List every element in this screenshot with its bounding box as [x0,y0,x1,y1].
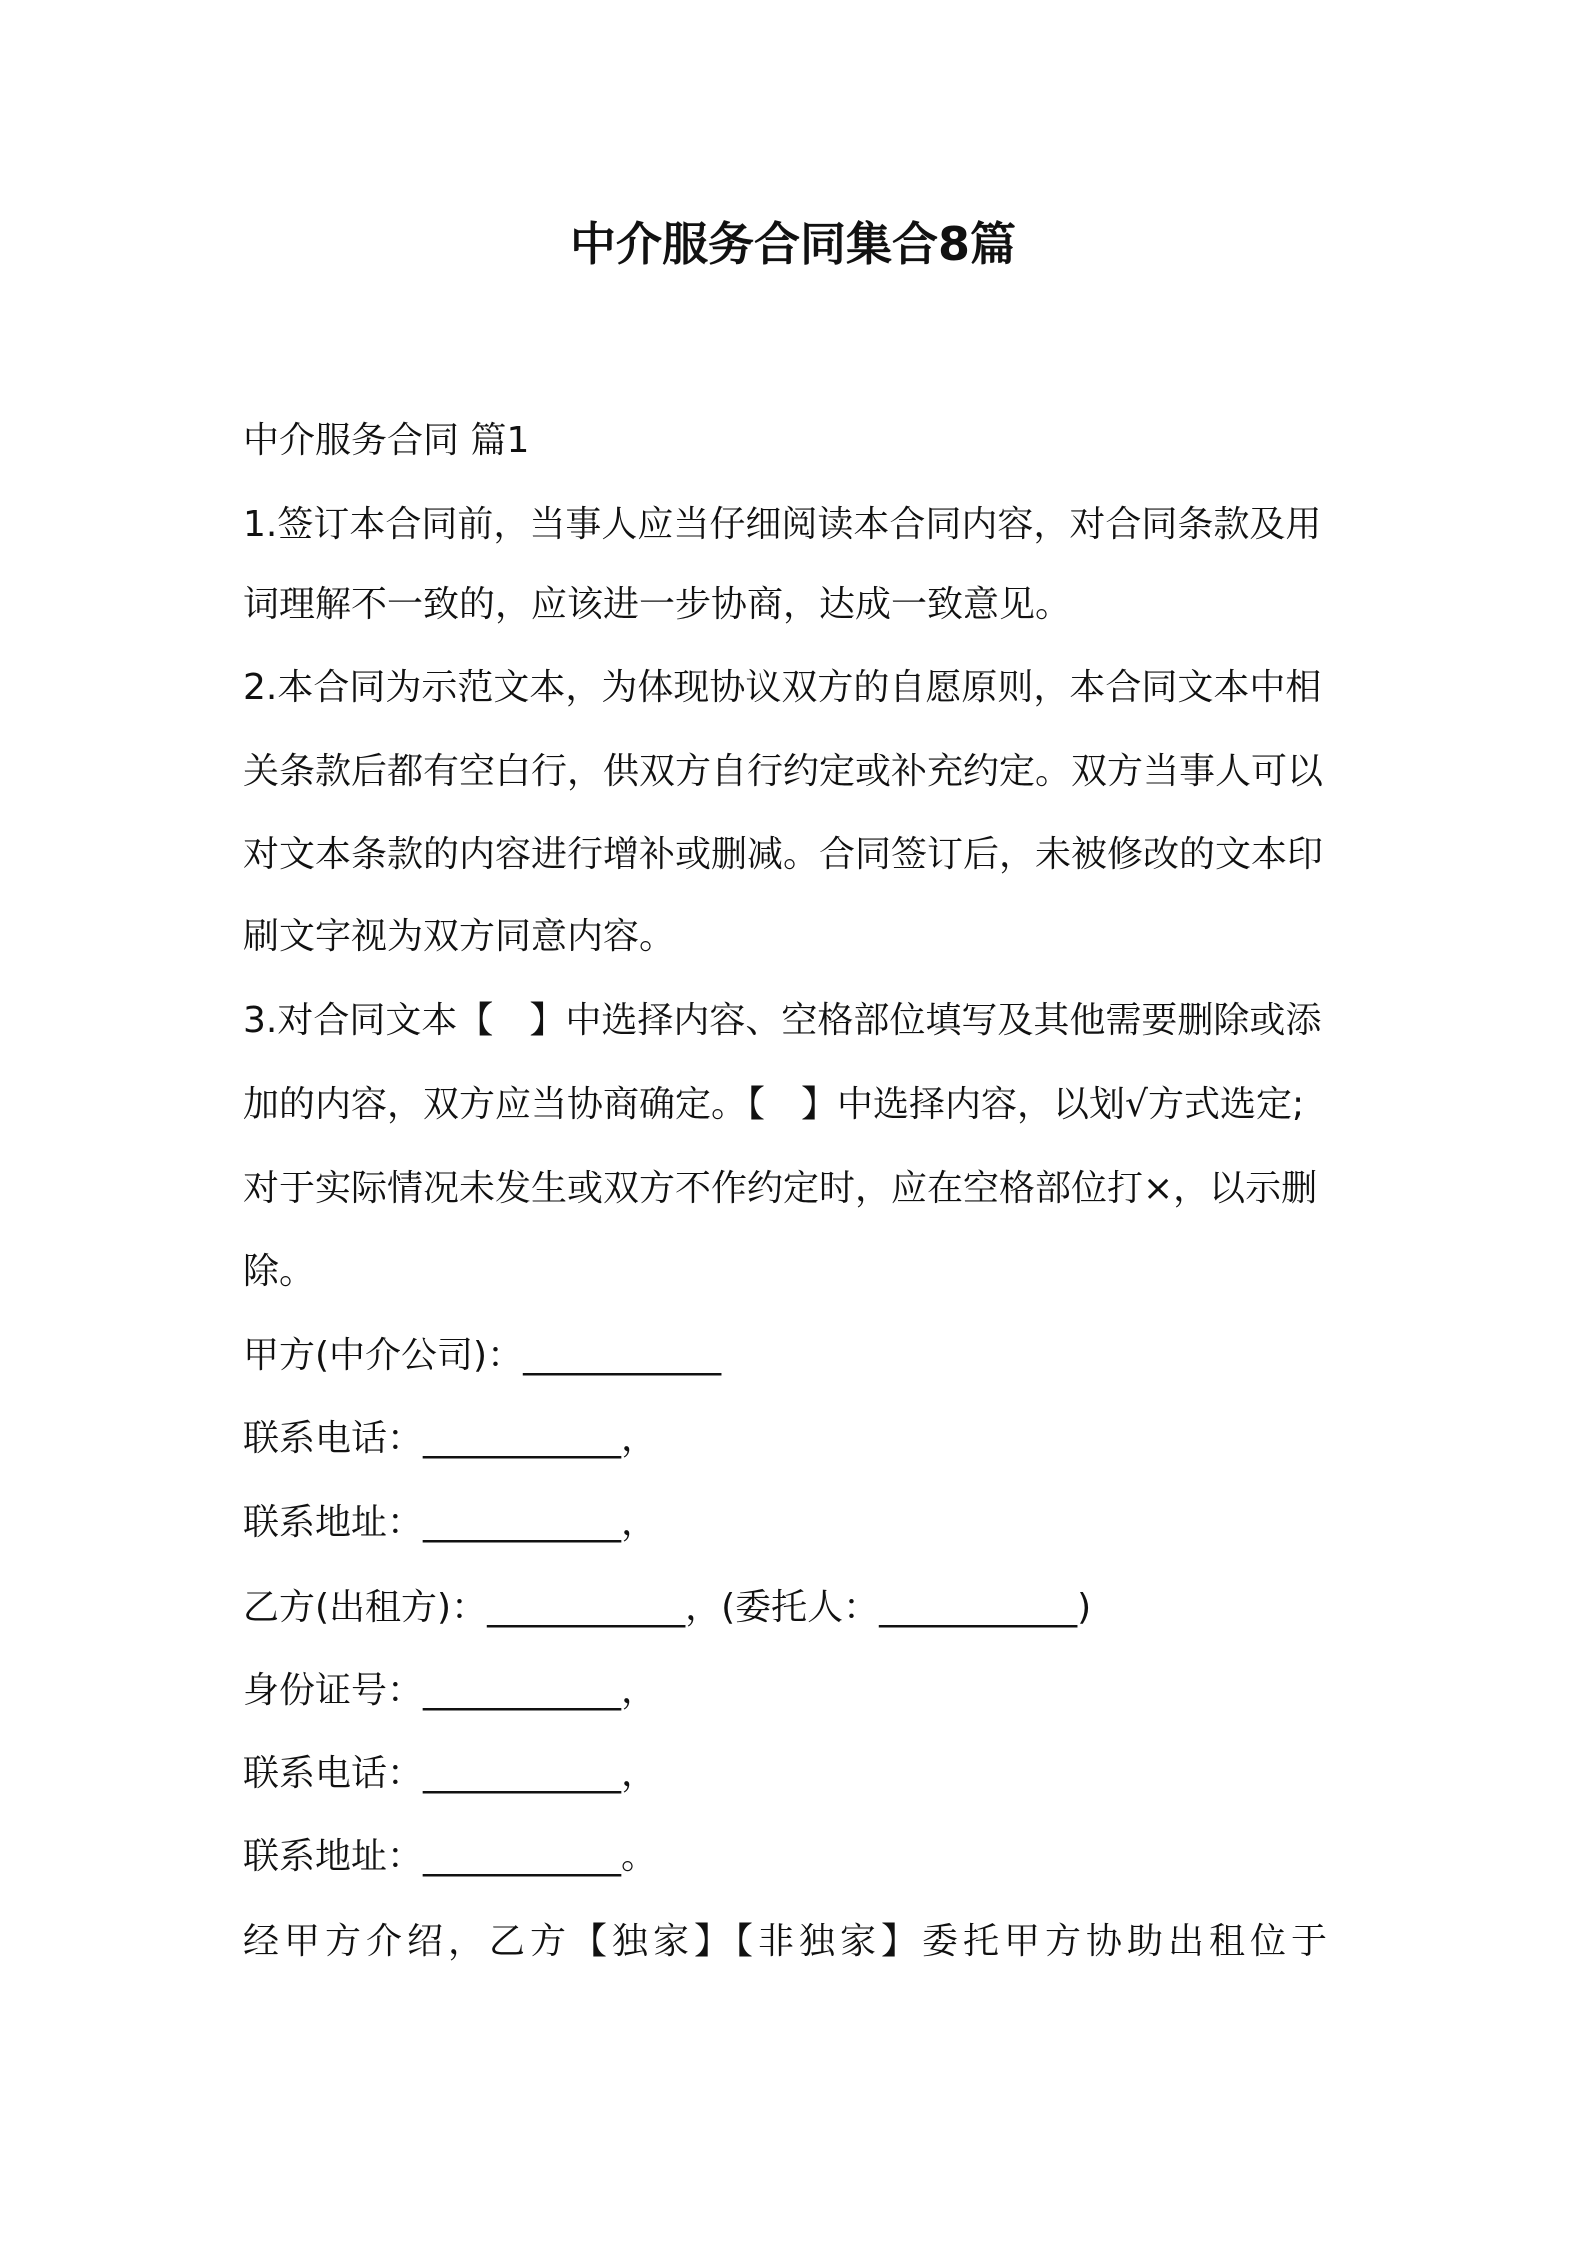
section-heading: 中介服务合同 篇1 [243,420,530,461]
party-a-address-field: 联系地址：___________， [243,1502,658,1543]
paragraph-line: 除。 [243,1251,316,1292]
paragraph-line: 关条款后都有空白行，供双方自行约定或补充约定。双方当事人可以 [243,751,1324,792]
closing-line: 经甲方介绍，乙方【独家】【非独家】委托甲方协助出租位于 [243,1921,1333,1962]
party-b-id-field: 身份证号：___________， [243,1670,658,1711]
party-b-phone-field: 联系电话：___________， [243,1753,658,1794]
party-b-name-field: 乙方(出租方)：___________，(委托人：___________) [243,1587,1092,1628]
party-a-phone-field: 联系电话：___________， [243,1418,658,1459]
paragraph-line: 加的内容，双方应当协商确定。【 】中选择内容，以划√方式选定; [243,1084,1305,1125]
paragraph-line: 词理解不一致的，应该进一步协商，达成一致意见。 [243,584,1072,625]
paragraph-line: 3.对合同文本【 】中选择内容、空格部位填写及其他需要删除或添 [243,1000,1322,1041]
document-title: 中介服务合同集合8篇 [569,217,1016,271]
party-a-name-field: 甲方(中介公司)：___________ [243,1335,722,1376]
paragraph-line: 对于实际情况未发生或双方不作约定时，应在空格部位打×，以示删 [243,1168,1318,1209]
paragraph-line: 对文本条款的内容进行增补或删减。合同签订后，未被修改的文本印 [243,834,1324,875]
paragraph-line: 1.签订本合同前，当事人应当仔细阅读本合同内容，对合同条款及用 [243,504,1322,545]
paragraph-line: 2.本合同为示范文本，为体现协议双方的自愿原则，本合同文本中相 [243,667,1322,708]
paragraph-line: 刷文字视为双方同意内容。 [243,916,676,957]
party-b-address-field: 联系地址：___________。 [243,1836,658,1877]
